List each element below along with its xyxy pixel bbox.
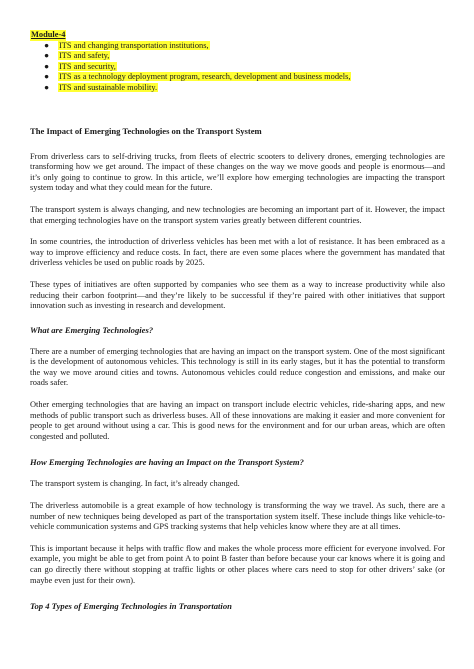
module-topic-item xyxy=(44,72,445,83)
module-topic-text: ITS and changing transportation institutions, xyxy=(59,40,209,50)
module-topic-item xyxy=(44,51,445,62)
module-topic-list xyxy=(30,41,445,94)
module-topic-text: ITS as a technology deployment program, research, development and business models, xyxy=(59,72,351,82)
section-heading-top-4: Top 4 Types of Emerging Technologies in Transportation xyxy=(30,601,232,612)
module-topic-item xyxy=(44,40,445,52)
intro-paragraph: The transport system is always changing, and new technologies are becoming an important part of it. However, the impact that emerging technologies have on the transport system varies greatly between different countries. xyxy=(30,204,445,225)
section-heading-impact: How Emerging Technologies are having an Impact on the Transport System? xyxy=(30,457,304,468)
module-topic-item xyxy=(44,61,445,73)
section-paragraph: Other emerging technologies that are having an impact on transport include electric vehicles, ride-sharing apps, and new methods of public transport such as driverless buses. All of these innovations are making it easier and more convenient for people to get around without using a car. This is good news for the environment and for our urban areas, which are often congested and polluted. xyxy=(30,400,445,441)
module-title: Module-4 xyxy=(31,30,66,39)
bullet-icon: ● xyxy=(44,82,50,92)
module-topic-text: ITS and safety, xyxy=(59,51,110,61)
bullet-icon: ● xyxy=(44,72,50,82)
section-paragraph: This is important because it helps with traffic flow and makes the whole process more efficient for everyone involved. For example, you might be able to get from point A to point B faster than before because your car knows where it is going and can go directly there without stopping at traffic lights or other places where cars need to stop for other drivers’ sake (or maybe even just for their own). xyxy=(30,543,445,585)
bullet-icon: ● xyxy=(44,51,50,61)
intro-paragraph: These types of initiatives are often supported by companies who see them as a way to increase productivity while also reducing their carbon footprint—and they’re likely to be successful if they’re paired with other initiatives that support innovation such as investing in research and development. xyxy=(30,279,445,311)
bullet-icon: ● xyxy=(44,61,50,71)
module-topic-text: ITS and security, xyxy=(59,61,116,71)
article-title: The Impact of Emerging Technologies on the Transport System xyxy=(30,125,262,136)
section-paragraph: The driverless automobile is a great example of how technology is transforming the way we travel. As such, there are a number of new techniques being developed as part of the transportation system itself. These include things like vehicle-to-vehicle communication systems and GPS tracking systems that help vehicles know where they are at all times. xyxy=(30,501,445,532)
intro-paragraph: In some countries, the introduction of driverless vehicles has been met with a lot of resistance. It has been embraced as a way to improve efficiency and reduce costs. In fact, there are even some places where the government has mandated that driverless vehicles be used on public roads by 2025. xyxy=(30,237,445,268)
module-topic-text: ITS and sustainable mobility. xyxy=(59,82,158,92)
section-paragraph: There are a number of emerging technologies that are having an impact on the transport system. One of the most significant is the development of autonomous vehicles. This technology is still in its early stages, but it has the potential to transform the way we move around cities and towns. Autonomous vehicles could reduce congestion and emissions, and make our roads safer. xyxy=(30,346,445,388)
module-topic-item xyxy=(44,82,445,94)
section-heading-what-are: What are Emerging Technologies? xyxy=(30,324,154,335)
intro-paragraph: From driverless cars to self-driving trucks, from fleets of electric scooters to delivery drones, emerging technologies are transforming how we get around. The impact of these changes on the way we move goods and people is enormous—and it’s only going to continue to grow. In this article, we’ll explore how emerging technologies are impacting the transport system today and what they could mean for the future. xyxy=(30,151,445,193)
section-paragraph: The transport system is changing. In fact, it’s already changed. xyxy=(30,479,240,489)
bullet-icon: ● xyxy=(44,40,50,50)
module-block xyxy=(30,30,445,94)
